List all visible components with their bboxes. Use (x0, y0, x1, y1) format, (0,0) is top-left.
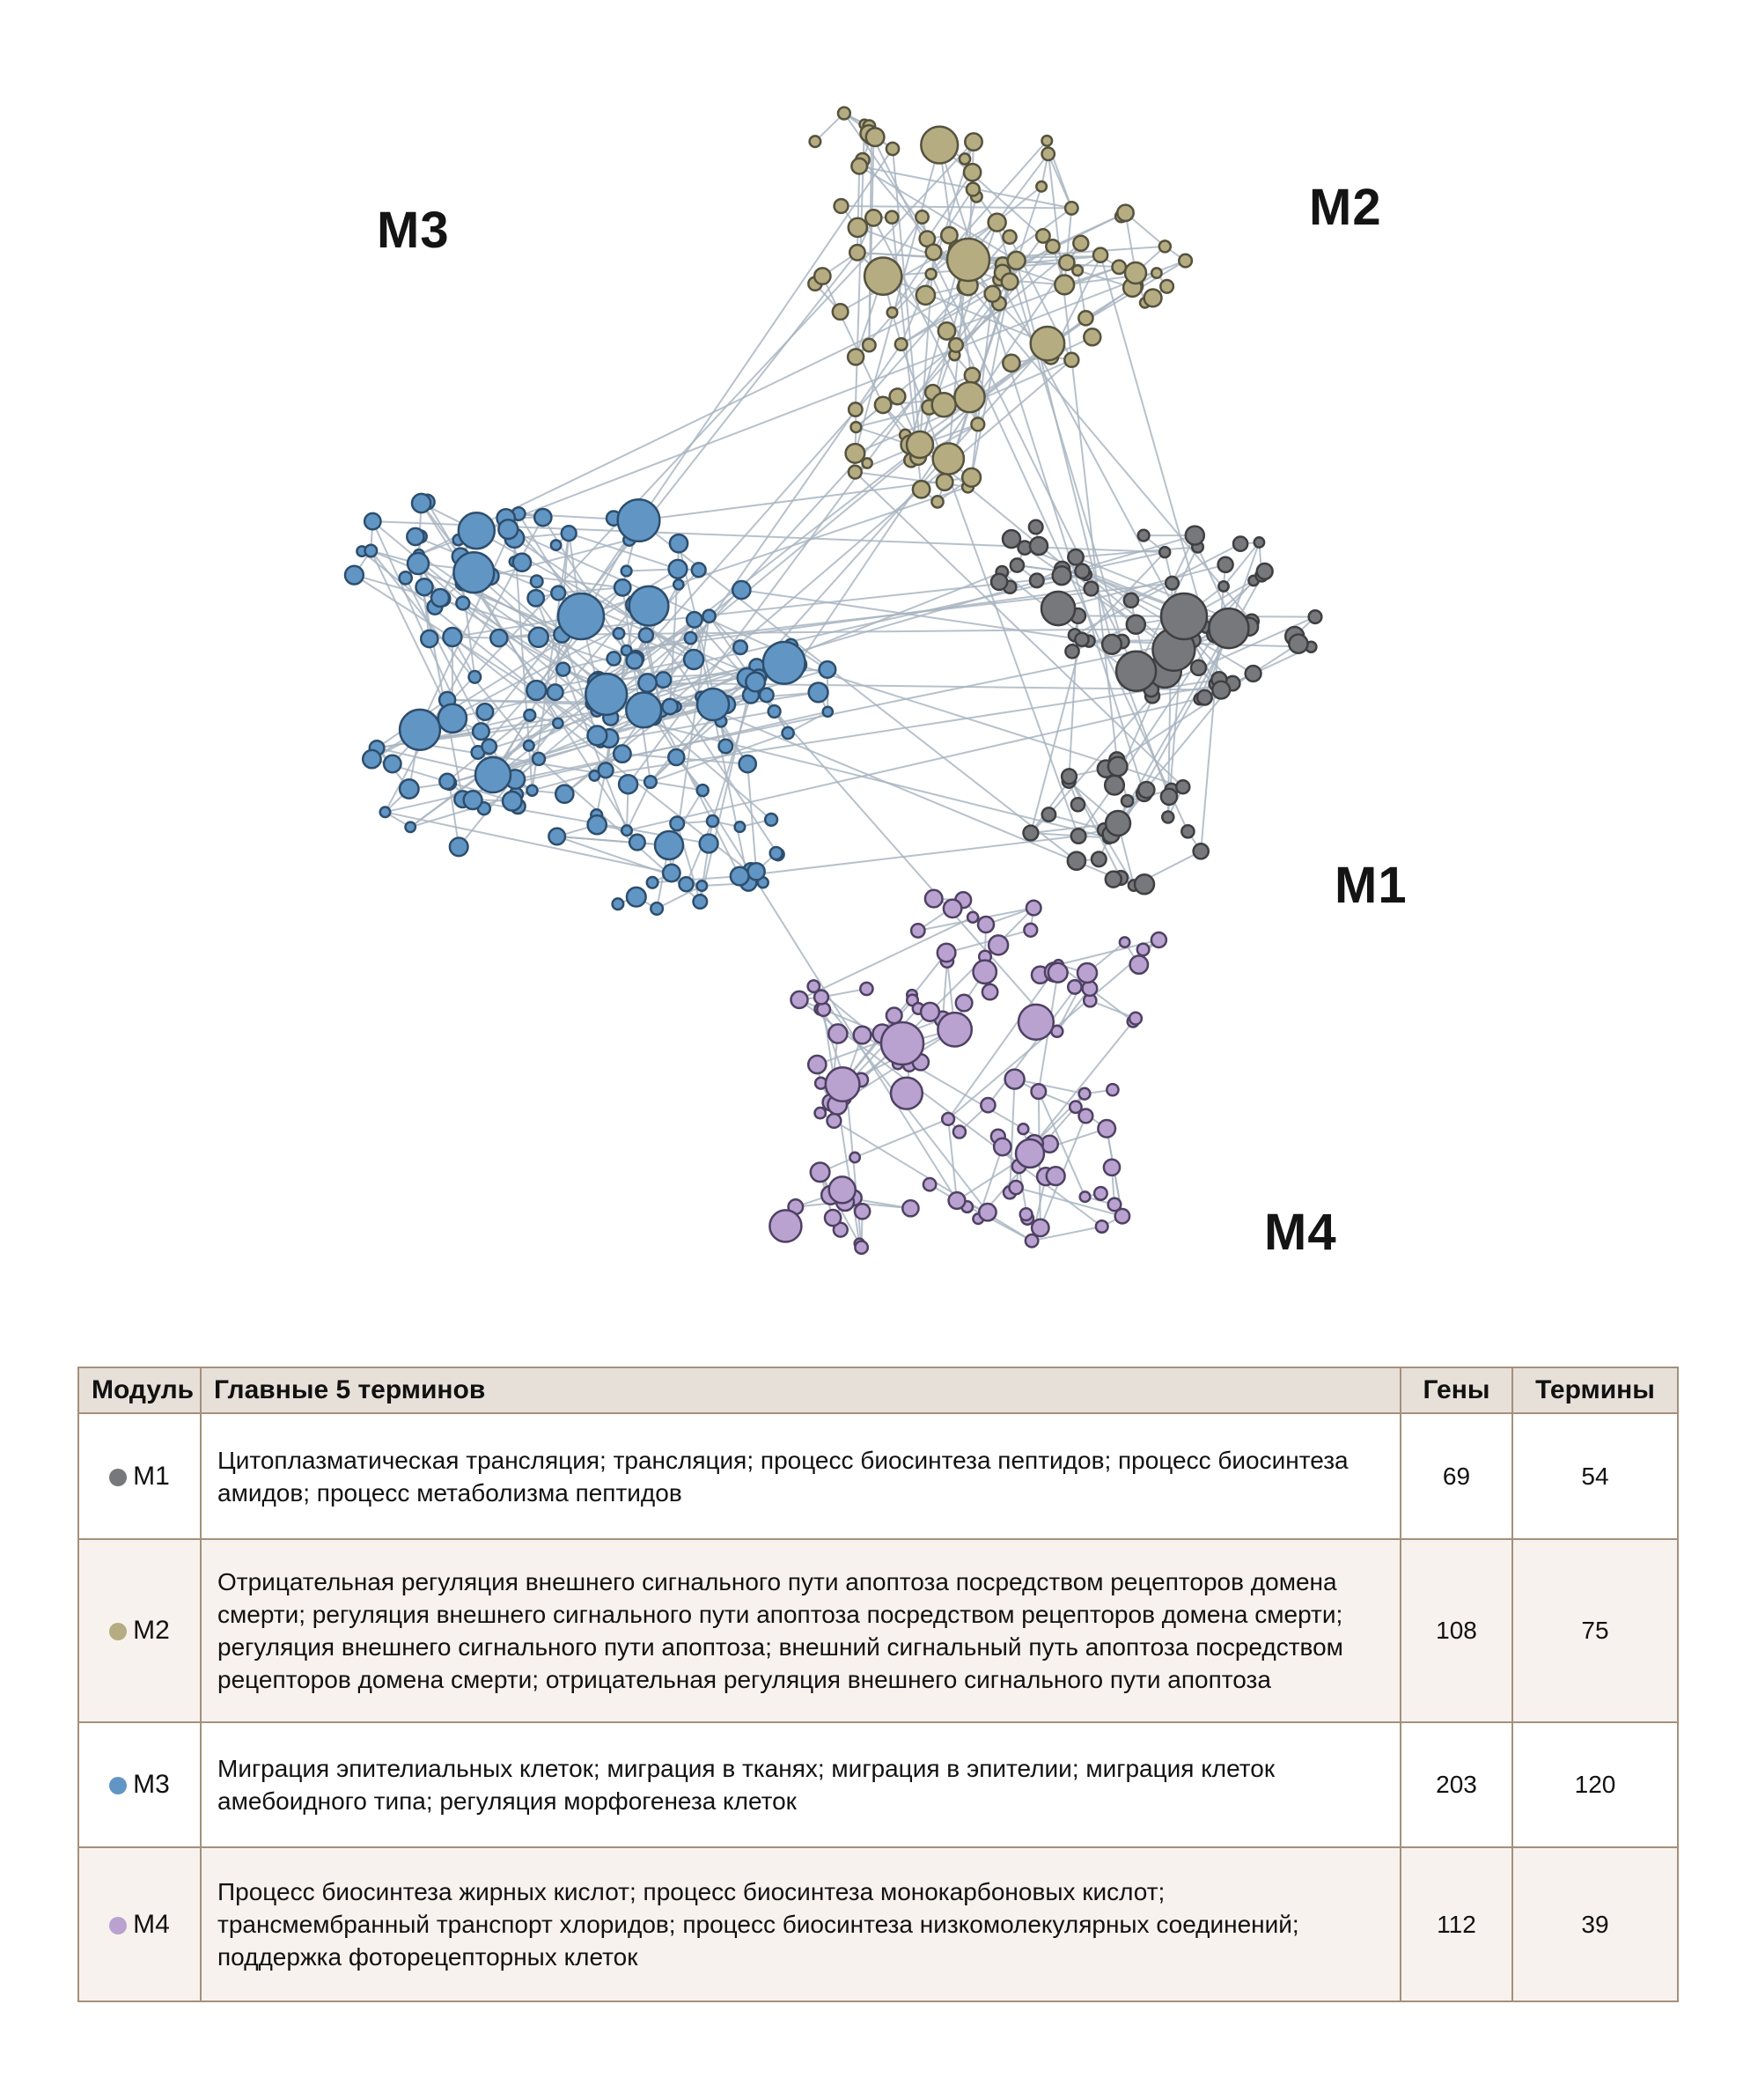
top-terms-m3: Миграция эпителиальных клеток; миграция в тканях; миграция в эпителии; миграция клеток амебоидного типа; регуляция морфогенеза клеток (201, 1722, 1401, 1847)
header-module: Модуль (78, 1367, 201, 1413)
table-row-m2 (78, 1539, 1678, 1722)
terms-count-m4: 39 (1512, 1847, 1678, 2001)
terms-count-m3: 120 (1512, 1722, 1678, 1847)
module-cell-m2 (78, 1539, 201, 1722)
genes-count-m3: 203 (1401, 1722, 1512, 1847)
genes-count-m2: 108 (1401, 1539, 1512, 1722)
table-row-m4 (78, 1847, 1678, 2001)
network-label-m4: М4 (1264, 1204, 1337, 1261)
module-cell-m1 (78, 1413, 201, 1539)
top-terms-m1: Цитоплазматическая трансляция; трансляция; процесс биосинтеза пептидов; процесс биосинтеза амидов; процесс метаболизма пептидов (201, 1413, 1401, 1539)
module-name-m4: М4 (133, 1909, 170, 1939)
genes-count-m4: 112 (1401, 1847, 1512, 2001)
module-color-dot-m3 (109, 1777, 127, 1794)
top-terms-m4: Процесс биосинтеза жирных кислот; процесс биосинтеза монокарбоновых кислот; трансмембранный транспорт хлоридов; процесс биосинтеза низкомолекулярных соединений; поддержка фоторецепторных клеток (201, 1847, 1401, 2001)
module-name-m3: М3 (133, 1770, 170, 1799)
module-summary-table (77, 1367, 1677, 2002)
genes-count-m1: 69 (1401, 1413, 1512, 1539)
header-terms-count: Термины (1512, 1367, 1678, 1413)
module-color-dot-m2 (109, 1623, 127, 1640)
table-header-row (78, 1367, 1678, 1413)
module-cell-m3 (78, 1722, 201, 1847)
table-row-m3 (78, 1722, 1678, 1847)
terms-count-m2: 75 (1512, 1539, 1678, 1722)
module-name-m2: М2 (133, 1616, 170, 1645)
module-color-dot-m1 (109, 1469, 127, 1486)
module-name-m1: М1 (133, 1461, 170, 1491)
header-genes: Гены (1401, 1367, 1512, 1413)
table-row-m1 (78, 1413, 1678, 1539)
network-label-m2: М2 (1309, 179, 1382, 236)
top-terms-m2: Отрицательная регуляция внешнего сигнального пути апоптоза посредством рецепторов домена смерти; регуляция внешнего сигнального пути апоптоза посредством рецепторов домена смерти; регуляция внешнего сигнального пути апоптоза; внешний сигнальный путь апоптоза посредством рецепторов домена смерти; отрицательная регуляция внешнего сигнального пути апоптоза (201, 1539, 1401, 1722)
network-label-m1: М1 (1335, 857, 1408, 914)
module-color-dot-m4 (109, 1917, 127, 1934)
terms-count-m1: 54 (1512, 1413, 1678, 1539)
header-top-terms: Главные 5 терминов (201, 1367, 1401, 1413)
network-label-m3: М3 (377, 202, 450, 259)
module-cell-m4 (78, 1847, 201, 2001)
